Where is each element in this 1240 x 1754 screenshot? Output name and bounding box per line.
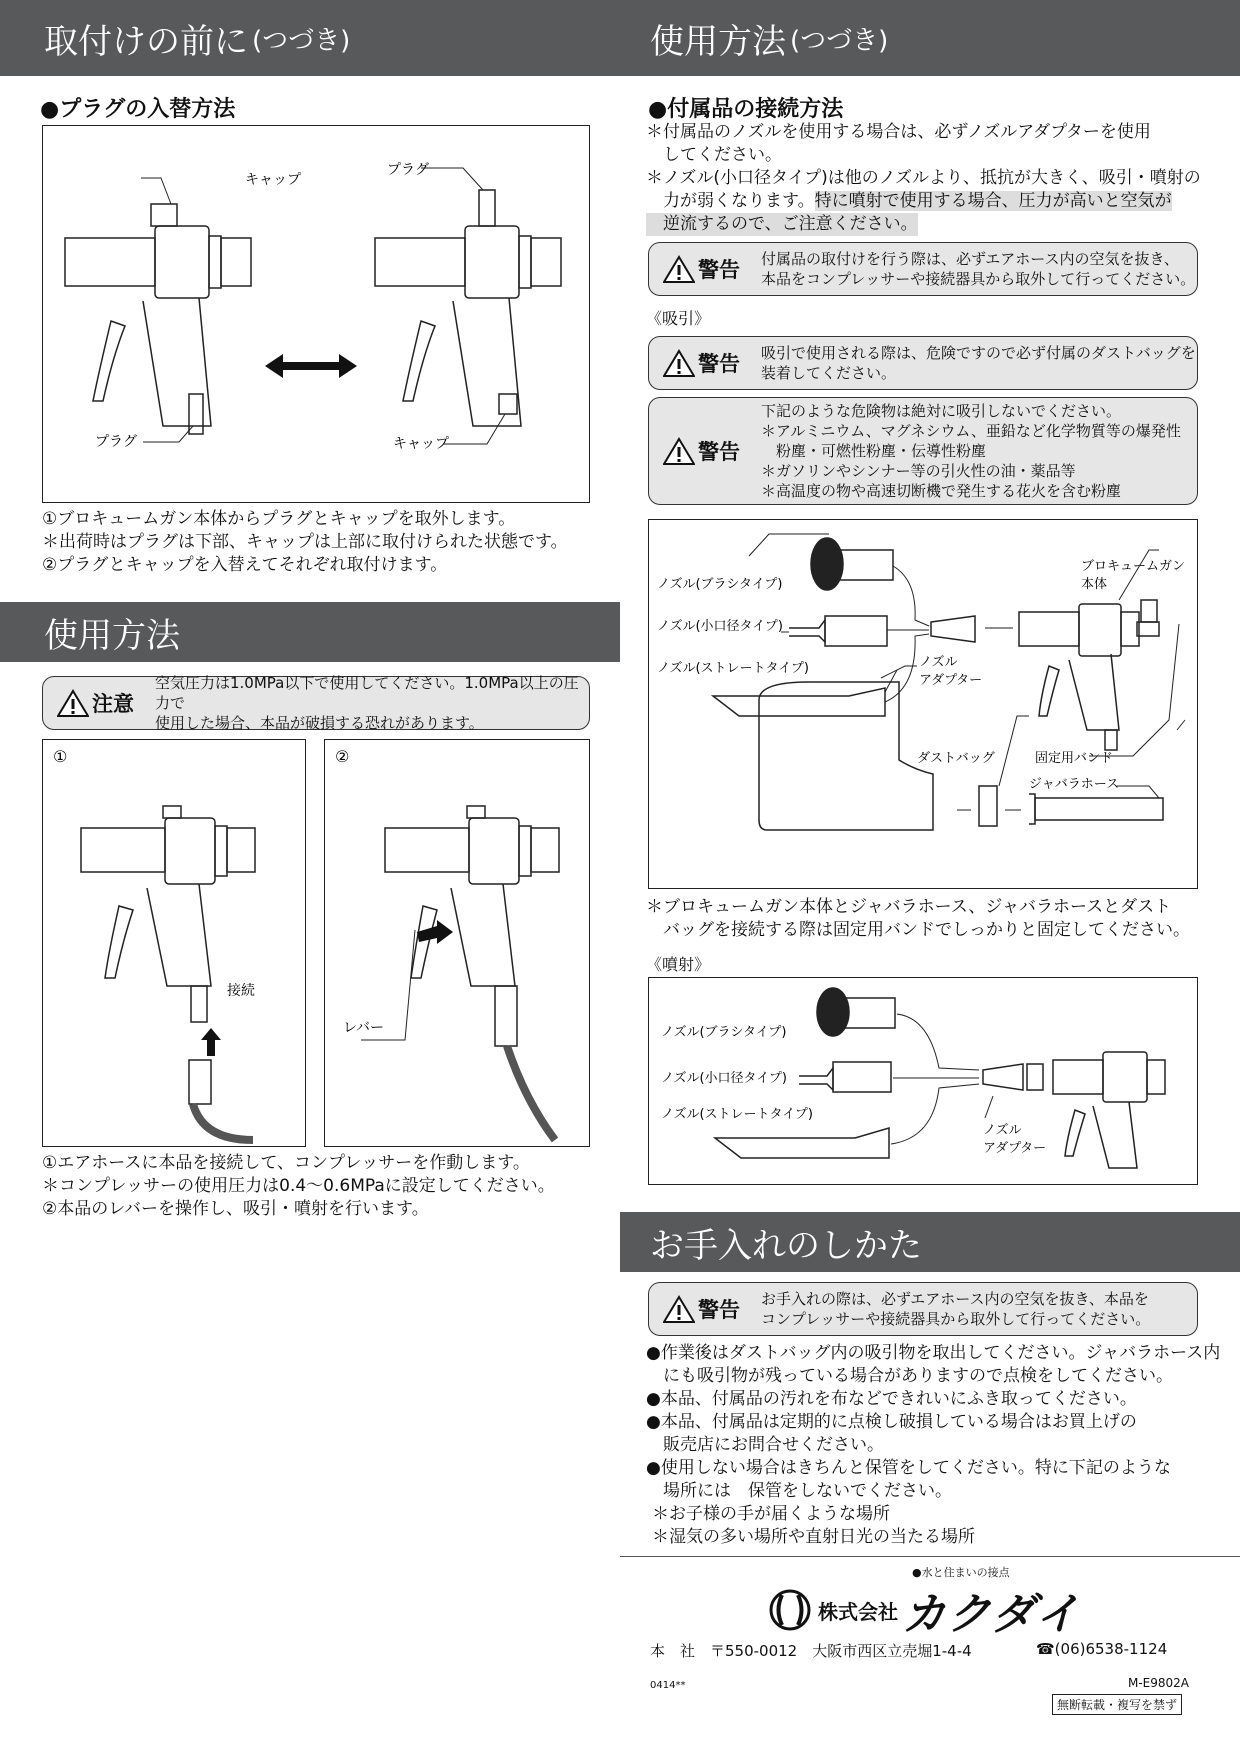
step1-number: ① [53, 747, 68, 766]
section-header-before-install [0, 0, 620, 76]
warning4-text-1: お手入れの際は、必ずエアホース内の空気を抜き、本品を [761, 1290, 1149, 1308]
suction-note-2: バッグを接続する際は固定用バンドでしっかりと固定してください。 [646, 920, 1190, 940]
care-9: ＊湿気の多い場所や直射日光の当たる場所 [652, 1527, 975, 1547]
label-gun-2: 本体 [1081, 577, 1108, 592]
accessory-note-4a: 力が弱くなります。 [646, 191, 815, 211]
company-address: 本 社 〒550-0012 大阪市西区立売堀1-4-4 [650, 1642, 972, 1660]
warning3-text-2: ＊アルミニウム、マグネシウム、亜鉛など化学物質等の爆発性 [761, 422, 1181, 440]
warning-label: 警告 [698, 258, 740, 282]
step2-figure [324, 739, 590, 1147]
care-5: 販売店にお問合せください。 [646, 1435, 884, 1455]
accessory-note-4 [646, 190, 1172, 213]
label-straight-nozzle: ノズル(ストレートタイプ) [657, 661, 809, 676]
plug-swap-note-1: ①ブロキュームガン本体からプラグとキャップを取外します。 [42, 509, 516, 529]
warning-label: 警告 [698, 352, 740, 376]
warning-triangle-icon [663, 437, 695, 465]
doc-code-right: M-E9802A [1128, 1676, 1190, 1690]
care-2: にも吸引物が残っている場合がありますので点検をしてください。 [646, 1366, 1173, 1386]
step2-number: ② [335, 747, 350, 766]
warning-badge [649, 1294, 761, 1324]
company-logo [768, 1578, 1080, 1642]
suction-label: 《吸引》 [646, 309, 711, 328]
label-adapter-1: ノズル [919, 655, 958, 670]
kakudai-logo-icon [768, 1587, 812, 1633]
accessory-note-5: 逆流するので、ご注意ください。 [646, 214, 918, 234]
company-phone: ☎(06)6538-1124 [1036, 1640, 1168, 1658]
caution-label: 注意 [92, 692, 134, 716]
section-title: お手入れのしかた [650, 1225, 922, 1266]
warning-triangle-icon [663, 349, 695, 377]
warning-box-3 [648, 397, 1198, 505]
warning3-text-3: 粉塵・可燃性粉塵・伝導性粉塵 [761, 442, 987, 460]
footer-divider [620, 1556, 1240, 1557]
care-3: ●本品、付属品の汚れを布などできれいにふき取ってください。 [646, 1389, 1137, 1409]
warning1-text-1: 付属品の取付けを行う際は、必ずエアホース内の空気を抜き、 [761, 250, 1179, 268]
label-connect: 接続 [227, 983, 255, 999]
warning2-text-1: 吸引で使用される際は、危険ですので必ず付属のダストバッグを [761, 344, 1196, 362]
company-name-prefix: 株式会社 [818, 1599, 898, 1624]
warning-badge [649, 436, 761, 466]
warning-triangle-icon [57, 689, 89, 717]
label-adapter-2: アダプター [983, 1141, 1047, 1156]
step1-figure [42, 739, 306, 1147]
care-8: ＊お子様の手が届くような場所 [652, 1504, 890, 1524]
label-adapter-1: ノズル [983, 1123, 1022, 1138]
suction-figure [648, 519, 1198, 889]
label-lever: レバー [343, 1020, 385, 1036]
warning-label: 警告 [698, 1298, 740, 1322]
label-small-nozzle: ノズル(小口径タイプ) [661, 1071, 787, 1086]
warning3-text-1: 下記のような危険物は絶対に吸引しないでください。 [761, 402, 1122, 420]
section-header-usage-cont [620, 0, 1240, 76]
accessory-heading: ●付属品の接続方法 [648, 97, 844, 122]
caution-text-1: 空気圧力は1.0MPa以下で使用してください。1.0MPa以上の圧力で [155, 674, 579, 712]
step2-diagram [325, 740, 591, 1148]
plug-swap-figure [42, 125, 590, 503]
company-name: カクダイ [902, 1589, 1081, 1640]
usage-note-3: ②本品のレバーを操作し、吸引・噴射を行います。 [42, 1199, 429, 1219]
section-title-suffix: (つづき) [790, 25, 889, 56]
usage-note-2: ＊コンプレッサーの使用圧力は0.4～0.6MPaに設定してください。 [42, 1176, 555, 1196]
spray-diagram [649, 978, 1199, 1186]
label-plug-bottom: プラグ [95, 434, 137, 450]
step1-diagram [43, 740, 307, 1148]
label-plug-top: プラグ [387, 162, 429, 178]
accessory-note-4b: 特に噴射で使用する場合、圧力が高いと空気が [814, 191, 1172, 211]
care-7: 場所には 保管をしないでください。 [646, 1481, 952, 1501]
caution-box [42, 676, 590, 730]
section-title: 使用方法 [650, 21, 786, 62]
label-band: 固定用バンド [1035, 751, 1114, 766]
section-title-suffix: (つづき) [252, 25, 351, 56]
warning-box-1 [648, 242, 1198, 296]
care-1: ●作業後はダストバッグ内の吸引物を取出してください。ジャバラホース内 [646, 1343, 1221, 1363]
suction-diagram [649, 520, 1199, 890]
spray-label: 《噴射》 [646, 955, 711, 974]
warning2-text-2: 装着してください。 [761, 364, 897, 382]
warning-badge [649, 348, 761, 378]
label-adapter-2: アダプター [919, 673, 983, 688]
copyright-notice: 無断転載・複写を禁ず [1052, 1694, 1182, 1715]
care-4: ●本品、付属品は定期的に点検し破損している場合はお買上げの [646, 1412, 1137, 1432]
label-brush-nozzle: ノズル(ブラシタイプ) [661, 1025, 787, 1040]
plug-swap-note-2: ＊出荷時はプラグは下部、キャップは上部に取付けられた状態です。 [42, 532, 568, 552]
warning-triangle-icon [663, 255, 695, 283]
accessory-note-3: ＊ノズル(小口径タイプ)は他のノズルより、抵抗が大きく、吸引・噴射の [646, 168, 1201, 188]
warning4-text-2: コンプレッサーや接続器具から取外して行ってください。 [761, 1310, 1151, 1328]
accessory-note-2: してください。 [646, 145, 782, 165]
section-header-maintenance [620, 1212, 1240, 1272]
label-straight-nozzle: ノズル(ストレートタイプ) [661, 1107, 813, 1122]
usage-note-1: ①エアホースに本品を接続して、コンプレッサーを作動します。 [42, 1153, 530, 1173]
warning-triangle-icon [663, 1295, 695, 1323]
label-cap-bottom: キャップ [393, 436, 449, 452]
warning3-text-5: ＊高温度の物や高速切断機で発生する花火を含む粉塵 [761, 482, 1122, 500]
warning1-text-2: 本品をコンプレッサーや接続器具から取外して行ってください。 [761, 270, 1196, 288]
label-hose: ジャバラホース [1029, 777, 1120, 792]
label-gun-1: ブロキュームガン [1081, 559, 1186, 574]
spray-figure [648, 977, 1198, 1185]
caution-text-2: 使用した場合、本品が破損する恐れがあります。 [155, 714, 484, 732]
accessory-note-1: ＊付属品のノズルを使用する場合は、必ずノズルアダプターを使用 [646, 122, 1151, 142]
caution-badge [43, 688, 155, 718]
warning3-text-4: ＊ガソリンやシンナー等の引火性の油・薬品等 [761, 462, 1076, 480]
plug-swap-diagram [43, 126, 591, 504]
warning-box-2 [648, 336, 1198, 390]
suction-note-1: ＊ブロキュームガン本体とジャバラホース、ジャバラホースとダスト [646, 897, 1172, 917]
label-cap-top: キャップ [245, 172, 301, 188]
section-title: 使用方法 [44, 615, 180, 656]
warning-badge [649, 254, 761, 284]
doc-code-left: 0414** [650, 1680, 686, 1691]
company-tagline: ●水と住まいの接点 [912, 1566, 1010, 1579]
section-header-usage [0, 602, 620, 662]
care-6: ●使用しない場合はきちんと保管をしてください。特に下記のような [646, 1458, 1171, 1478]
plug-swap-heading: ●プラグの入替方法 [40, 97, 236, 122]
label-small-nozzle: ノズル(小口径タイプ) [657, 619, 783, 634]
section-title: 取付けの前に [44, 21, 248, 62]
label-dustbag: ダストバッグ [917, 751, 995, 766]
warning-box-4 [648, 1282, 1198, 1336]
plug-swap-note-3: ②プラグとキャップを入替えてそれぞれ取付けます。 [42, 555, 448, 575]
label-brush-nozzle: ノズル(ブラシタイプ) [657, 577, 783, 592]
warning-label: 警告 [698, 440, 740, 464]
